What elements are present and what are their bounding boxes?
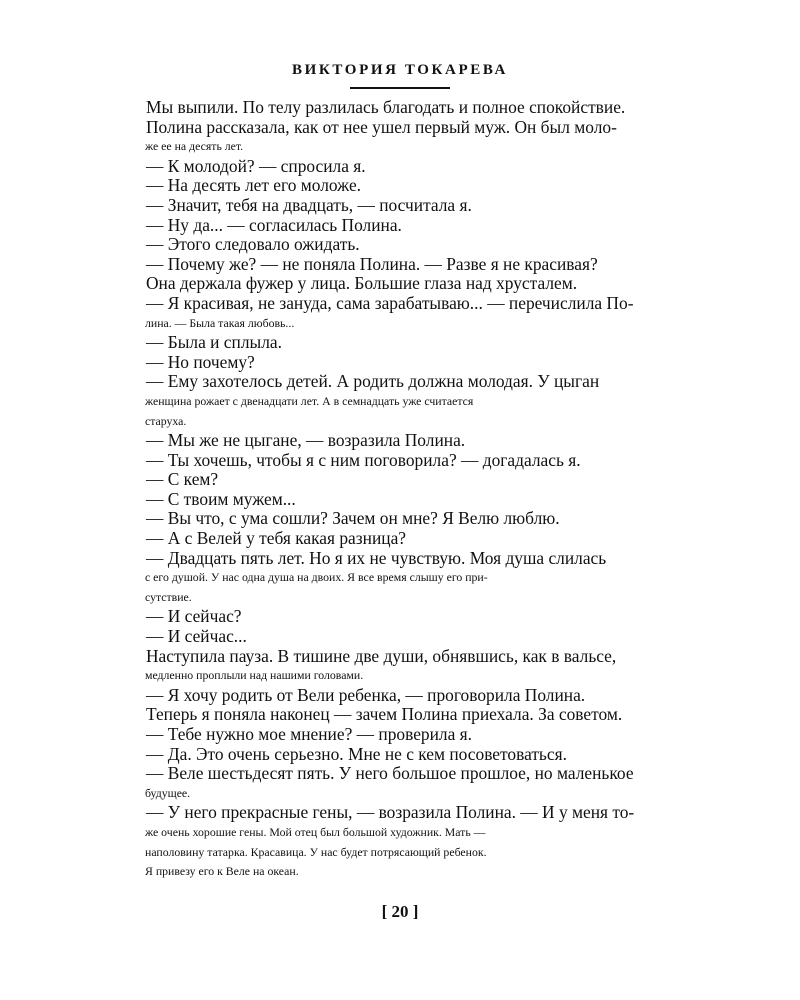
text-line: — У него прекрасные гены, — возразила Полина. — И у меня то- (146, 802, 635, 823)
text-line: сутствие. (145, 589, 192, 604)
text-line: — На десять лет его моложе. (146, 175, 362, 196)
text-line: — Ты хочешь, чтобы я с ним поговорила? — догадалась я. (146, 449, 581, 470)
text-line: — Значит, тебя на двадцать, — посчитала я. (146, 194, 472, 215)
text-line: — Но почему? (146, 351, 255, 372)
text-line: — Двадцать пять лет. Но я их не чувствую. Моя душа слилась (146, 547, 607, 568)
text-line: лина. — Была такая любовь... (145, 315, 295, 330)
text-line: Теперь я поняла наконец — зачем Полина приехала. За советом. (146, 704, 623, 725)
text-line: — Почему же? — не поняла Полина. — Разве я не красивая? (146, 253, 598, 274)
text-line: — И сейчас? (146, 606, 242, 627)
text-line: — Тебе нужно мое мнение? — проверила я. (146, 724, 473, 744)
text-line: Полина рассказала, как от нее ушел первый муж. Он был моло- (146, 116, 617, 137)
text-line: — Вы что, с ума сошли? Зачем он мне? Я Велю люблю. (146, 508, 560, 529)
running-header: ВИКТОРИЯ ТОКАРЕВА (292, 62, 508, 78)
text-line: — И сейчас... (146, 626, 247, 647)
text-line: с его душой. У нас одна душа на двоих. Я все время слышу его при- (145, 570, 488, 585)
text-line: Наступила пауза. В тишине две души, обнявшись, как в вальсе, (146, 645, 617, 666)
text-line: медленно проплыли над нашими головами. (145, 668, 364, 683)
text-line: же ее на десять лет. (145, 139, 244, 154)
text-line: — Ему захотелось детей. А родить должна молодая. У цыган (146, 371, 600, 392)
text-line: — Я хочу родить от Вели ребенка, — проговорила Полина. (146, 684, 586, 705)
text-line: же очень хорошие гены. Мой отец был большой художник. Мать — (145, 824, 486, 839)
text-line: — С твоим мужем... (146, 488, 296, 509)
text-line: — Мы же не цыгане, — возразила Полина. (146, 430, 466, 451)
text-line: Я привезу его к Веле на океан. (145, 864, 299, 879)
body-text (146, 98, 710, 882)
text-line: — Ну да... — согласилась Полина. (146, 214, 402, 235)
text-line: Она держала фужер у лица. Большие глаза над хрусталем. (146, 273, 578, 294)
text-line: — Да. Это очень серьезно. Мне не с кем посоветоваться. (146, 743, 567, 764)
text-line: будущее. (145, 785, 191, 800)
text-line: женщина рожает с двенадцати лет. А в семнадцать уже считается (145, 393, 474, 408)
header-rule (350, 87, 450, 89)
text-line: — Я красивая, не зануда, сама зарабатываю... — перечислила По- (146, 292, 634, 313)
text-line: — С кем? (146, 469, 219, 490)
text-line: наполовину татарка. Красавица. У нас будет потрясающий ребенок. (145, 844, 487, 859)
text-line: — К молодой? — спросила я. (146, 155, 366, 176)
text-line: — Этого следовало ожидать. (146, 234, 360, 255)
text-line: — Была и сплыла. (146, 332, 282, 353)
text-line: — А с Велей у тебя какая разница? (146, 528, 407, 549)
text-line: Мы выпили. По телу разлилась благодать и полное спокойствие. (146, 97, 626, 117)
text-line: старуха. (145, 413, 187, 428)
page-number: [ 20 ] (381, 902, 419, 921)
text-line: — Веле шестьдесят пять. У него большое прошлое, но маленькое (146, 763, 634, 784)
